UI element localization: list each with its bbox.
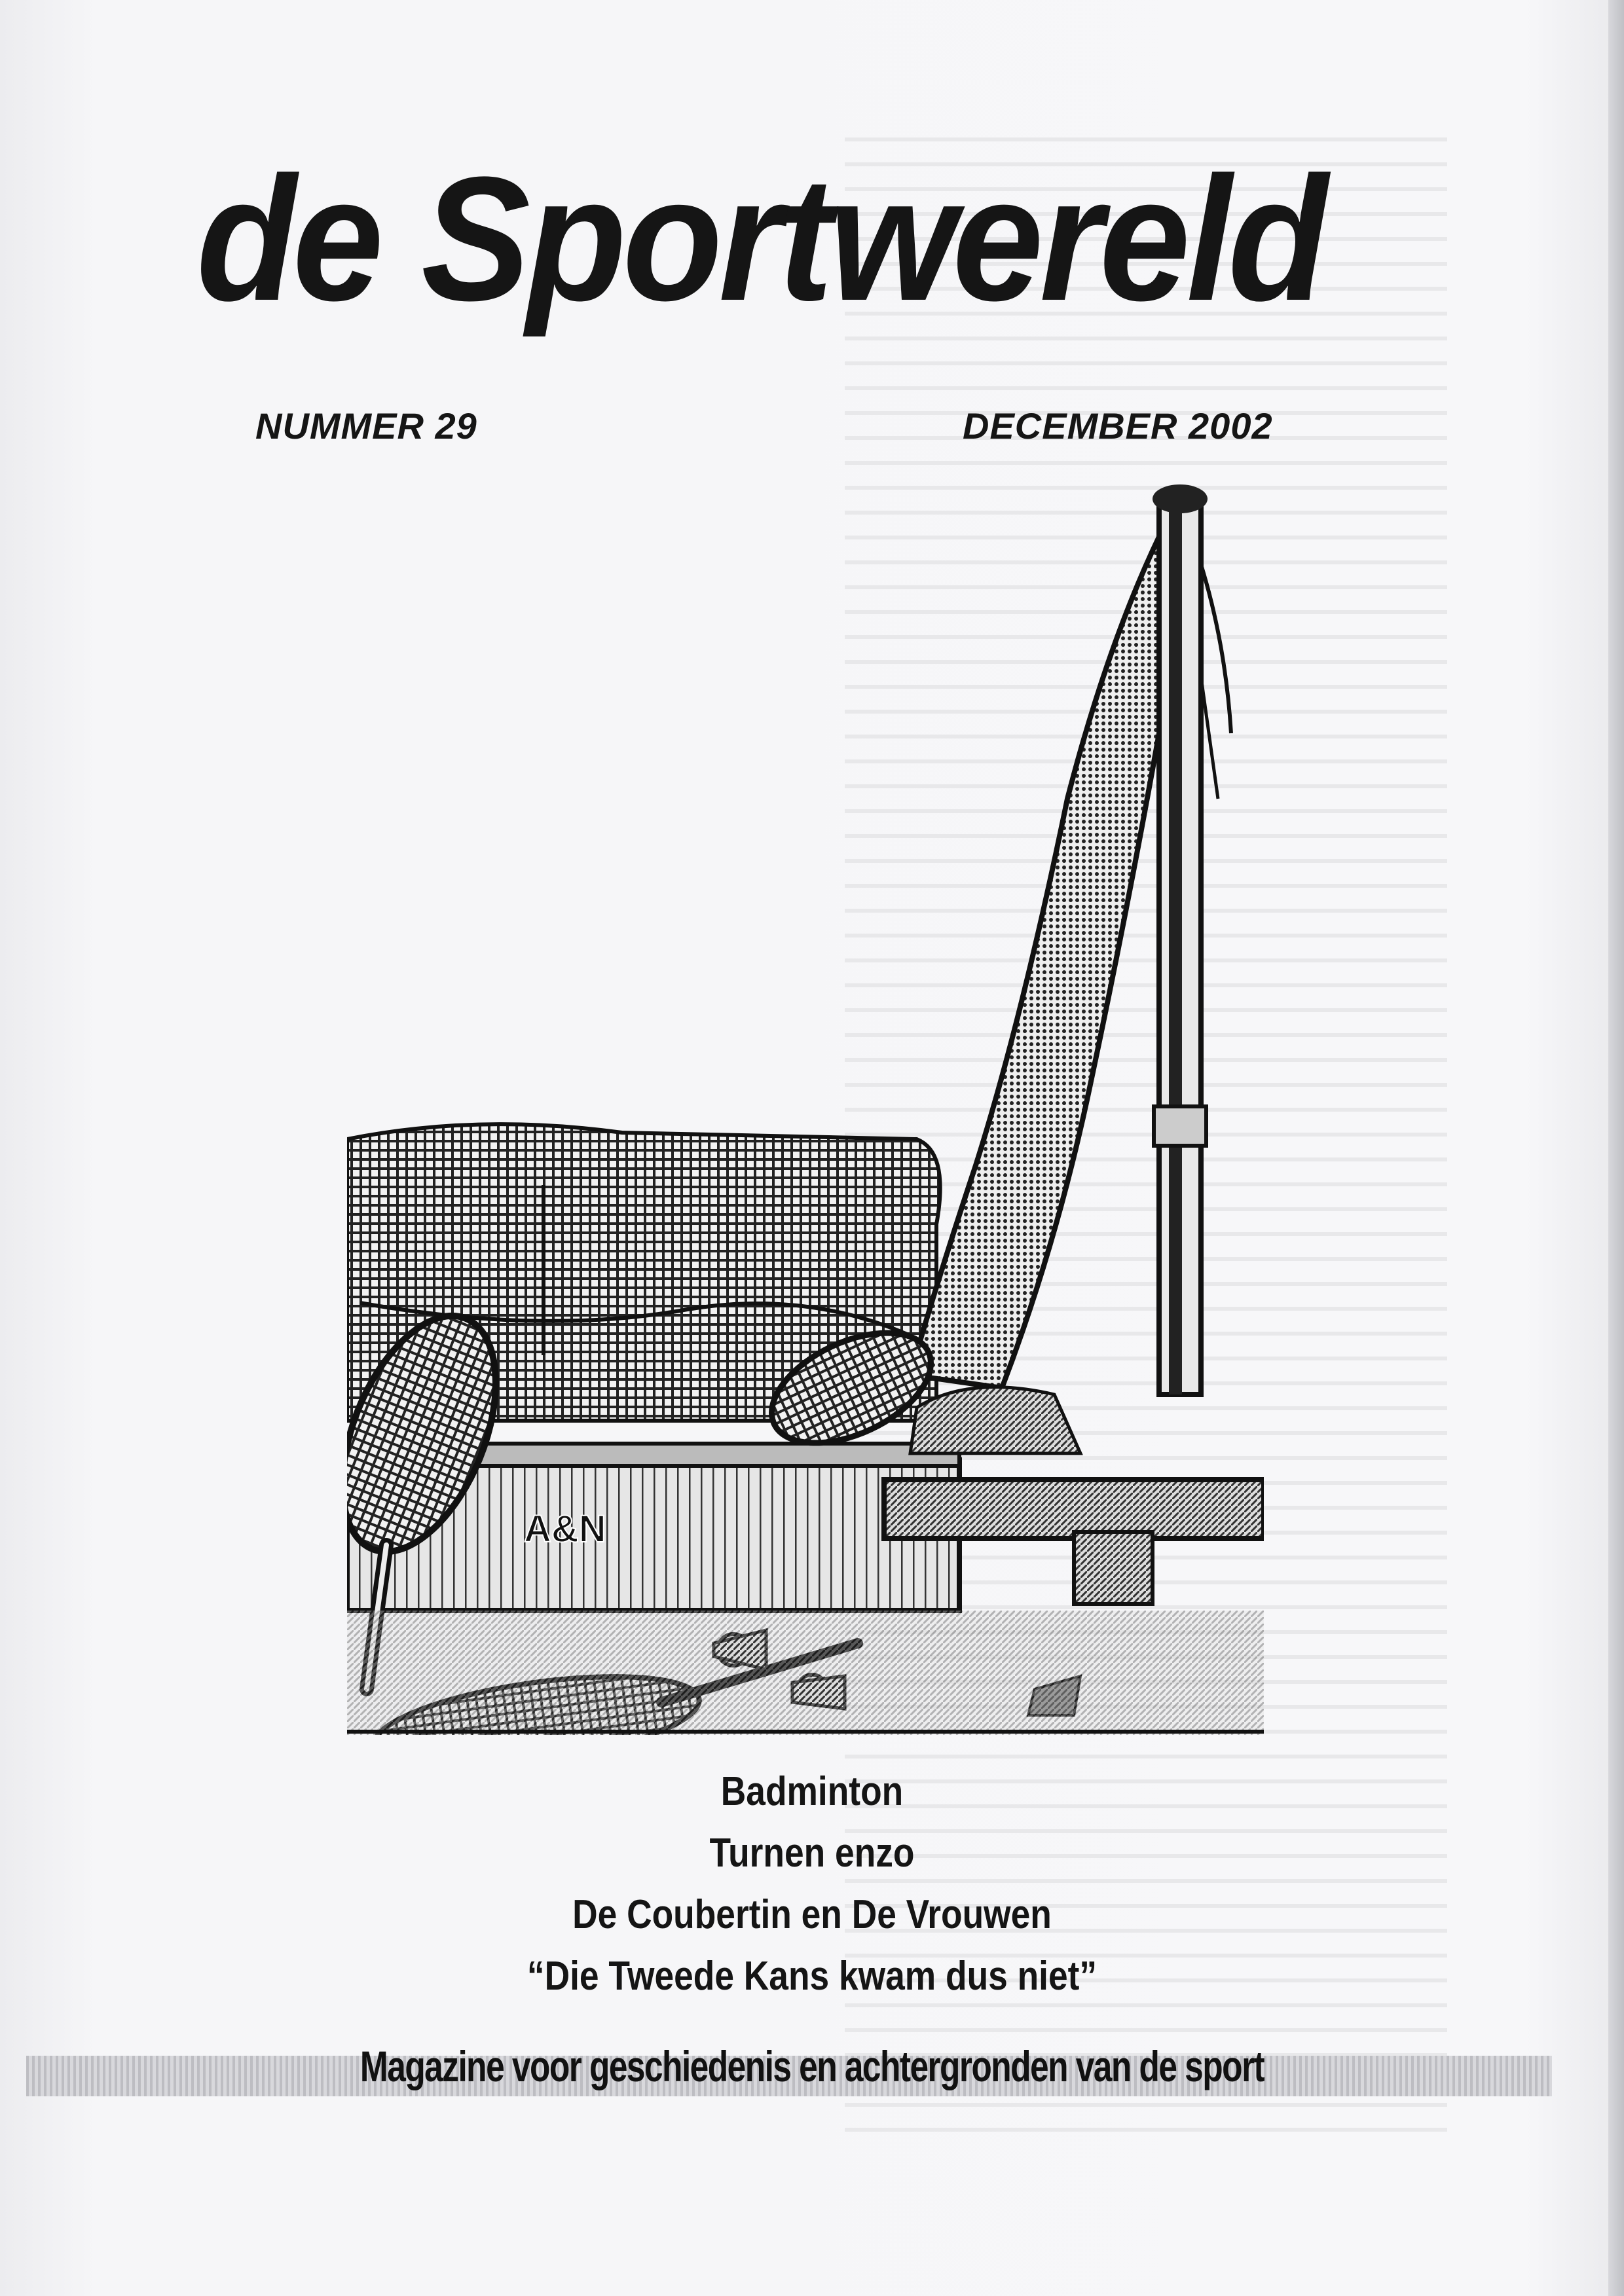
issue-number: NUMMER 29 (255, 405, 477, 446)
headline-item: Badminton (720, 1769, 904, 1814)
crate-label: A&N (524, 1508, 606, 1550)
headline-item: “Die Tweede Kans kwam dus niet” (526, 1954, 1098, 1999)
badminton-net-illustration-icon (347, 458, 1264, 1735)
issue-date: DECEMBER 2002 (963, 405, 1273, 446)
cover-headlines (0, 1761, 1624, 2007)
masthead-title: de Sportwereld (196, 139, 1324, 338)
headline-item: De Coubertin en De Vrouwen (572, 1892, 1052, 1937)
tagline: Magazine voor geschiedenis en achtergronden van de sport (360, 2042, 1264, 2090)
headline-item: Turnen enzo (709, 1831, 915, 1876)
